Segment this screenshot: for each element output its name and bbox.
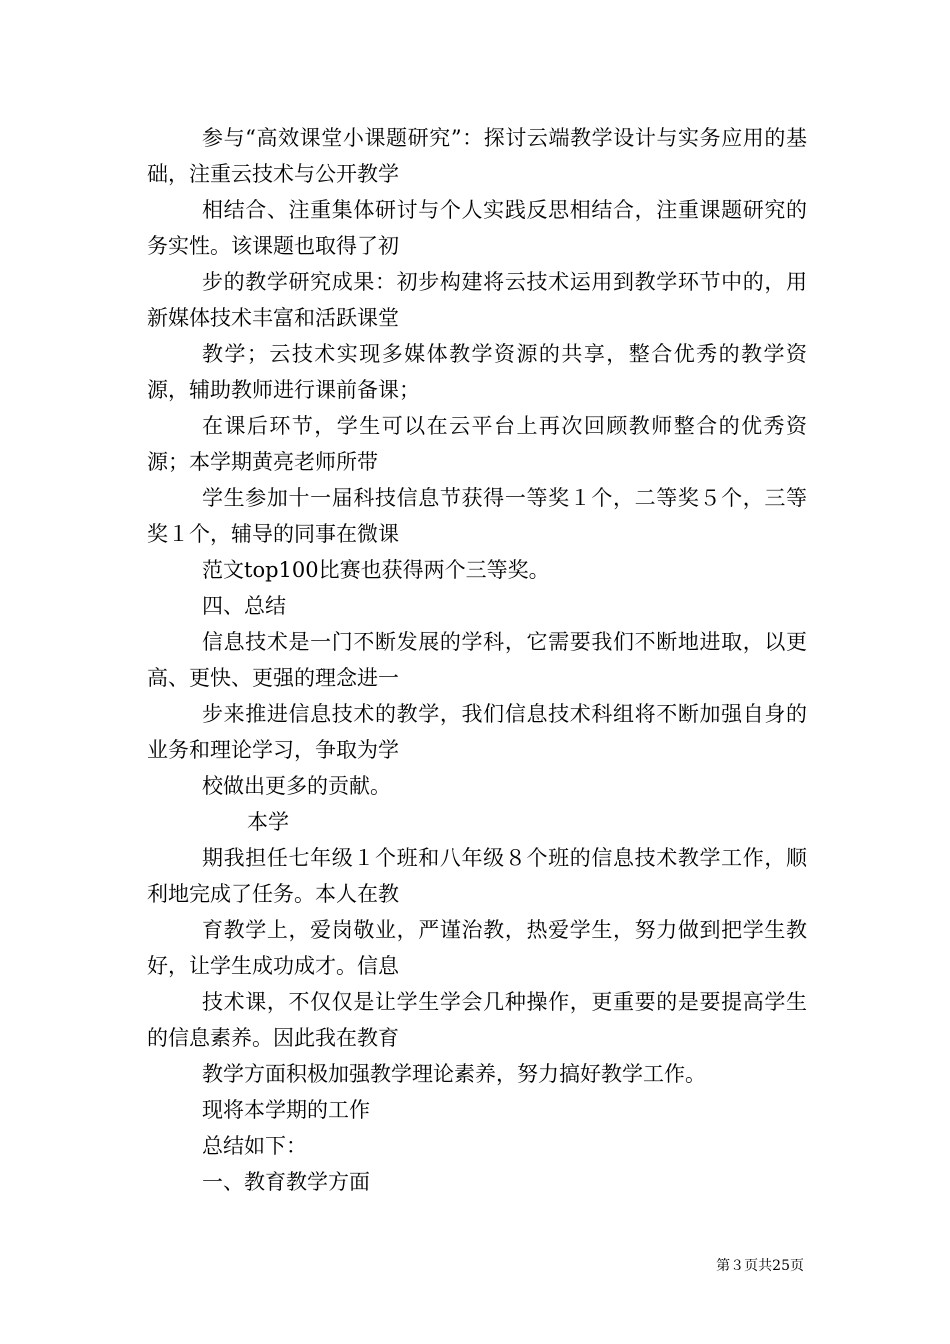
paragraph: 范文top100比赛也获得两个三等奖。: [202, 558, 550, 582]
paragraph: 期我担任七年级１个班和八年级８个班的信息技术教学工作，顺利地完成了任务。本人在教: [147, 846, 807, 906]
paragraph: 现将本学期的工作: [202, 1098, 370, 1122]
paragraph: 步来推进信息技术的教学，我们信息技术科组将不断加强自身的业务和理论学习，争取为学: [147, 702, 807, 762]
paragraph: 技术课，不仅仅是让学生学会几种操作，更重要的是要提高学生的信息素养。因此我在教育: [147, 990, 807, 1050]
paragraph: 本学: [247, 810, 289, 834]
paragraph: 相结合、注重集体研讨与个人实践反思相结合，注重课题研究的务实性。该课题也取得了初: [147, 198, 807, 258]
paragraph: 教学方面积极加强教学理论素养，努力搞好教学工作。: [202, 1062, 706, 1086]
paragraph: 步的教学研究成果：初步构建将云技术运用到教学环节中的，用新媒体技术丰富和活跃课堂: [147, 270, 807, 330]
paragraph: 信息技术是一门不断发展的学科，它需要我们不断地进取，以更高、更快、更强的理念进一: [147, 630, 807, 690]
paragraph: 教学；云技术实现多媒体教学资源的共享，整合优秀的教学资源，辅助教师进行课前备课；: [147, 342, 807, 402]
paragraph: 校做出更多的贡献。: [202, 774, 391, 798]
paragraph: 育教学上，爱岗敬业，严谨治教，热爱学生，努力做到把学生教好，让学生成功成才。信息: [147, 918, 807, 978]
document-body: [147, 120, 807, 1200]
paragraph: 在课后环节，学生可以在云平台上再次回顾教师整合的优秀资源；本学期黄亮老师所带: [147, 414, 807, 474]
section-heading: 一、教育教学方面: [202, 1170, 370, 1194]
paragraph: 总结如下：: [202, 1134, 307, 1158]
paragraph: 参与“高效课堂小课题研究”：探讨云端教学设计与实务应用的基础，注重云技术与公开教学: [147, 126, 807, 186]
paragraph: 学生参加十一届科技信息节获得一等奖１个，二等奖５个，三等奖１个，辅导的同事在微课: [147, 486, 807, 546]
page-number: 第３页共25页: [716, 1258, 804, 1274]
section-heading: 四、总结: [202, 594, 286, 618]
